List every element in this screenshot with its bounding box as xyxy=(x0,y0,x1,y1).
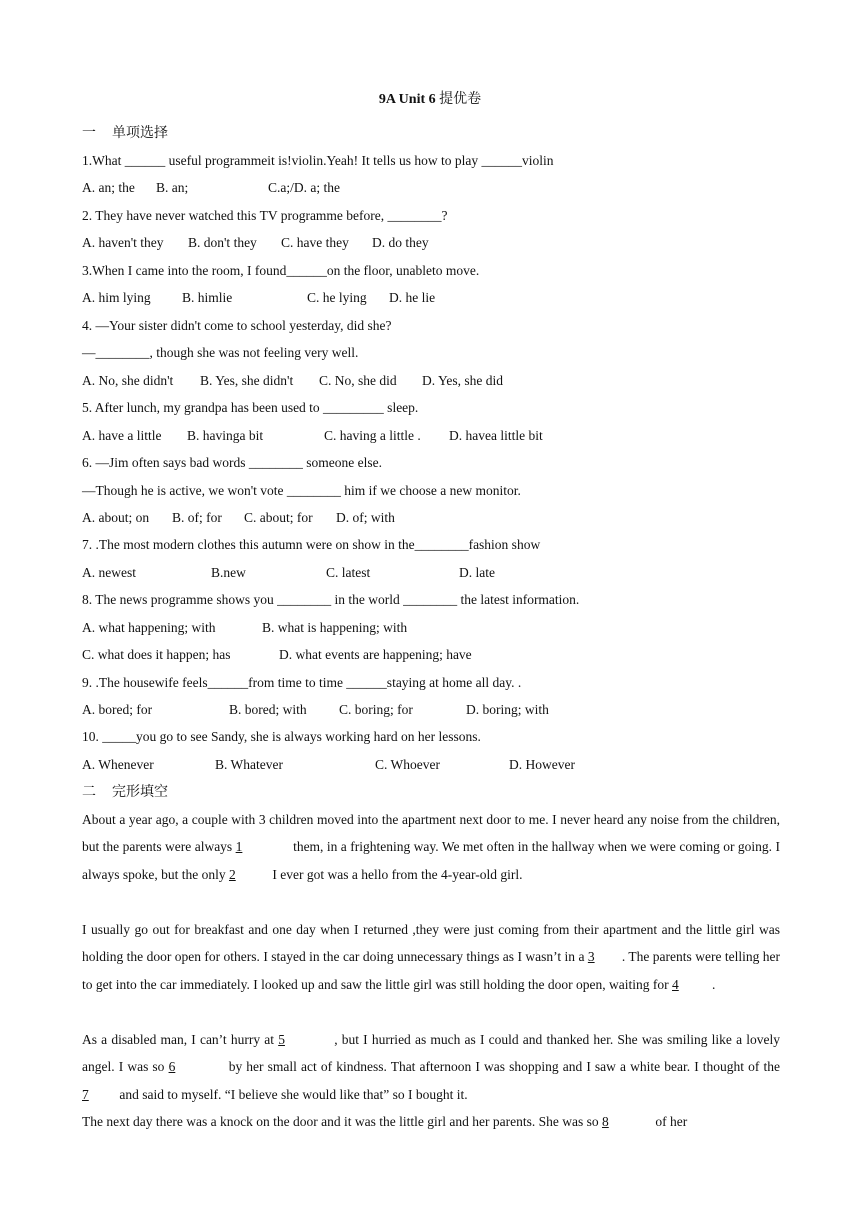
title-suffix: 提优卷 xyxy=(439,92,482,107)
option-d: D. boring; with xyxy=(466,702,549,717)
option-a: A. newest xyxy=(82,565,136,580)
option-c: C. what does it happen; has xyxy=(82,647,231,662)
option-a: A. Whenever xyxy=(82,757,154,772)
option-c: C. having a little . xyxy=(324,428,421,443)
option-b: B. what is happening; with xyxy=(262,620,408,635)
question-1-options xyxy=(82,179,782,197)
option-b: B. Yes, she didn't xyxy=(200,373,294,388)
section-label: 单项选择 xyxy=(112,125,168,141)
option-a: A. him lying xyxy=(82,290,151,305)
option-c: C. about; for xyxy=(244,510,313,525)
passage-paragraph-3: As a disabled man, I can’t hurry at 5 , but I hurried as much as I could and thanked her. She was smiling like a lovely angel. I was so 6 by her small act of kindness. That afternoon I was shopping and I saw a white bear. I thought of the 7 and said to myself. “I believe she would like that” so I bought it. xyxy=(82,1026,780,1108)
question-8-text: 8. The news programme shows you ________ in the world ________ the latest information. xyxy=(82,592,580,607)
option-c: C. No, she did xyxy=(319,373,397,388)
question-10-text: 10. _____you go to see Sandy, she is always working hard on her lessons. xyxy=(82,729,481,744)
option-d: D. Yes, she did xyxy=(422,373,504,388)
option-a: A. have a little xyxy=(82,428,162,443)
option-d: D. havea little bit xyxy=(449,428,543,443)
question-2-options xyxy=(82,234,782,252)
question-4-options xyxy=(82,372,782,390)
option-c: C. have they xyxy=(281,235,349,250)
option-b: B. havinga bit xyxy=(187,428,264,443)
option-c: C. latest xyxy=(326,565,371,580)
question-6-text: 6. —Jim often says bad words ________ someone else. xyxy=(82,455,382,470)
option-b: B. bored; with xyxy=(229,702,307,717)
section-label: 完形填空 xyxy=(112,784,168,800)
section-heading-cloze xyxy=(82,783,168,801)
page-title xyxy=(0,91,860,109)
section-heading-choice xyxy=(82,124,168,142)
option-b: B. himlie xyxy=(182,290,233,305)
option-d: D. late xyxy=(459,565,495,580)
question-4-text: 4. —Your sister didn't come to school yesterday, did she? xyxy=(82,318,392,333)
question-8-options xyxy=(82,619,782,637)
section-number: 二 xyxy=(82,784,96,800)
question-3-options xyxy=(82,289,782,307)
cloze-blank-3: 3 xyxy=(587,949,595,965)
section-number: 一 xyxy=(82,125,96,141)
option-a: A. haven't they xyxy=(82,235,164,250)
cloze-blank-8: 8 xyxy=(601,1114,609,1129)
cloze-blank-1: 1 xyxy=(235,839,243,855)
question-10-options xyxy=(82,756,782,774)
option-a: A. what happening; with xyxy=(82,620,216,635)
question-6-options xyxy=(82,509,782,527)
passage-paragraph-4: The next day there was a knock on the door and it was the little girl and her parents. She was so 8 of her xyxy=(82,1108,780,1135)
option-b: B.new xyxy=(211,565,246,580)
question-2-text: 2. They have never watched this TV programme before, ________? xyxy=(82,208,448,223)
option-c: C.a;/D. a; the xyxy=(268,180,340,195)
question-6-text-line2: —Though he is active, we won't vote ________ him if we choose a new monitor. xyxy=(82,483,521,498)
question-7-options xyxy=(82,564,782,582)
option-c: C. he lying xyxy=(307,290,367,305)
option-b: B. Whatever xyxy=(215,757,283,772)
cloze-blank-6: 6 xyxy=(168,1059,176,1075)
question-9-options xyxy=(82,701,782,719)
question-5-options xyxy=(82,427,782,445)
option-a: A. bored; for xyxy=(82,702,153,717)
question-3-text: 3.When I came into the room, I found______on the floor, unableto move. xyxy=(82,263,480,278)
question-5-text: 5. After lunch, my grandpa has been used to _________ sleep. xyxy=(82,400,419,415)
question-7-text: 7. .The most modern clothes this autumn were on show in the________fashion show xyxy=(82,537,541,552)
option-a: A. an; the xyxy=(82,180,135,195)
question-9-text: 9. .The housewife feels______from time to time ______staying at home all day. . xyxy=(82,675,522,690)
question-8-options-row2 xyxy=(82,646,782,664)
option-d: D. do they xyxy=(372,235,429,250)
option-a: A. about; on xyxy=(82,510,150,525)
option-c: C. Whoever xyxy=(375,757,440,772)
question-1-text: 1.What ______ useful programmeit is!violin.Yeah! It tells us how to play ______violin xyxy=(82,153,554,168)
option-a: A. No, she didn't xyxy=(82,373,174,388)
title-unit: 9A Unit 6 xyxy=(378,92,436,107)
cloze-blank-4: 4 xyxy=(672,976,679,992)
passage-paragraph-1: About a year ago, a couple with 3 children moved into the apartment next door to me. I never heard any noise from the children, but the parents were always 1 them, in a frightening way. We met often in the hallway when we were coming or going. I always spoke, but the only 2 I ever got was a hello from the 4-year-old girl. xyxy=(82,806,780,888)
option-d: D. what events are happening; have xyxy=(279,647,472,662)
cloze-blank-5: 5 xyxy=(278,1032,285,1047)
option-b: B. an; xyxy=(156,180,189,195)
option-c: C. boring; for xyxy=(339,702,413,717)
cloze-blank-7: 7 xyxy=(82,1086,89,1102)
passage-paragraph-2: I usually go out for breakfast and one day when I returned ,they were just coming from their apartment and the little girl was holding the door open for others. I stayed in the car doing unnecessary things as I wasn’t in a 3 . The parents were telling her to get into the car immediately. I looked up and saw the little girl was still holding the door open, waiting for 4 . xyxy=(82,916,780,998)
option-b: B. of; for xyxy=(172,510,222,525)
option-d: D. he lie xyxy=(389,290,436,305)
option-d: D. of; with xyxy=(336,510,395,525)
option-d: D. However xyxy=(509,757,575,772)
question-4-text-line2: —________, though she was not feeling very well. xyxy=(82,345,359,360)
option-b: B. don't they xyxy=(188,235,257,250)
cloze-blank-2: 2 xyxy=(228,866,236,882)
